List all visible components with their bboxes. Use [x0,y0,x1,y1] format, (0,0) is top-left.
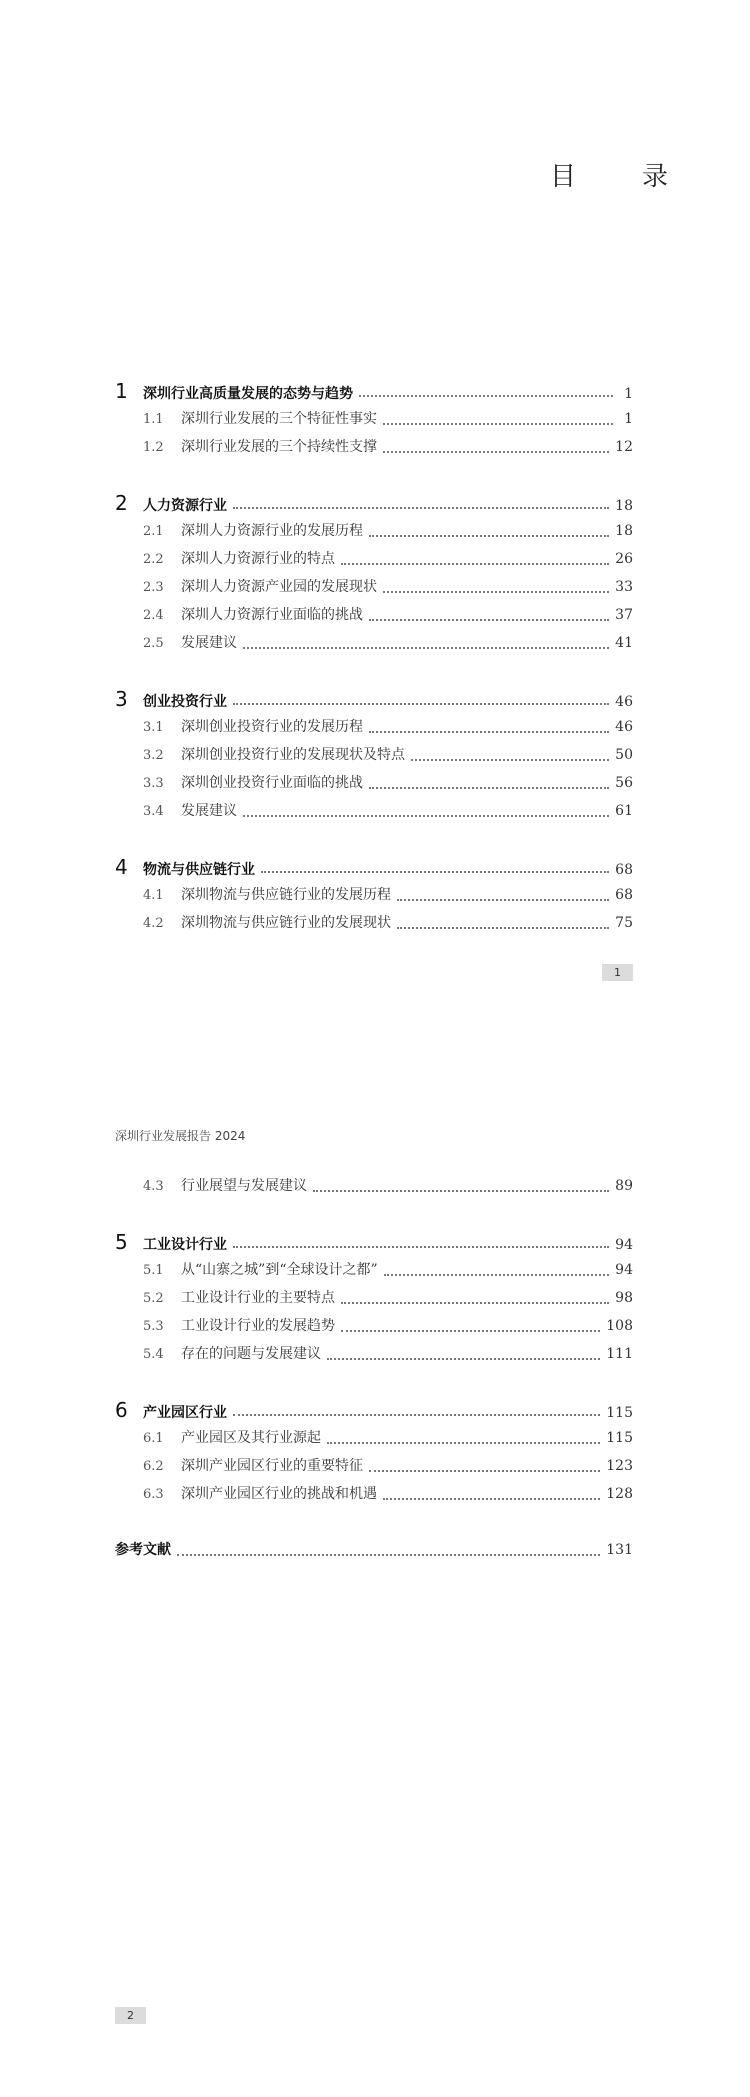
section-number: 2.3 [143,580,164,595]
toc-section-entry[interactable] [115,405,633,433]
page-ref: 46 [615,719,633,735]
section-title: 工业设计行业的主要特点 [181,1290,335,1306]
page-ref: 61 [615,803,633,819]
page-ref: 41 [615,635,633,651]
page-ref: 131 [606,1542,633,1558]
running-header: 深圳行业发展报告 2024 [115,1129,246,1143]
page-number-badge: 1 [602,964,633,981]
page-ref: 115 [606,1405,633,1421]
section-title: 深圳人力资源行业面临的挑战 [181,607,363,623]
chapter-title: 深圳行业高质量发展的态势与趋势 [143,386,353,402]
section-title: 深圳物流与供应链行业的发展现状 [181,915,391,931]
chapter-title: 创业投资行业 [143,694,227,710]
section-title: 深圳创业投资行业面临的挑战 [181,775,363,791]
chapter-title: 物流与供应链行业 [143,862,255,878]
toc-chapter-entry[interactable] [115,1228,633,1256]
page-ref: 26 [615,551,633,567]
spacer [115,1200,633,1228]
toc-section-entry[interactable] [115,1284,633,1312]
table-of-contents [115,377,633,937]
section-title: 深圳人力资源行业的发展历程 [181,523,363,539]
chapter-title: 人力资源行业 [143,498,227,514]
toc-chapter-entry[interactable] [115,489,633,517]
dot-leader [384,1273,610,1276]
section-number: 5.3 [143,1319,164,1334]
spacer [115,657,633,685]
page-ref: 128 [606,1486,633,1502]
section-title: 工业设计行业的发展趋势 [181,1318,335,1334]
page-ref: 50 [615,747,633,763]
section-number: 6.3 [143,1487,164,1502]
dot-leader [369,618,609,621]
section-number: 2.1 [143,524,164,539]
toc-section-entry[interactable] [115,1480,633,1508]
toc-section-entry[interactable] [115,909,633,937]
dot-leader [313,1189,609,1192]
section-number: 4.2 [143,916,164,931]
section-title: 深圳行业发展的三个持续性支撑 [181,439,377,455]
spacer [115,1508,633,1536]
spacer [115,825,633,853]
toc-chapter-entry[interactable] [115,1396,633,1424]
page-ref: 89 [615,1178,633,1194]
section-title: 深圳人力资源行业的特点 [181,551,335,567]
page-ref: 18 [615,498,633,514]
toc-chapter-entry[interactable] [115,853,633,881]
section-title: 深圳产业园区行业的挑战和机遇 [181,1486,377,1502]
toc-section-entry[interactable] [115,1424,633,1452]
toc-section-entry[interactable] [115,433,633,461]
dot-leader [261,870,609,873]
chapter-number: 6 [115,1398,128,1422]
toc-section-entry[interactable] [115,1452,633,1480]
section-number: 6.2 [143,1459,164,1474]
section-number: 3.3 [143,776,164,791]
dot-leader [369,1469,600,1472]
page-ref: 75 [615,915,633,931]
section-title: 深圳产业园区行业的重要特征 [181,1458,363,1474]
chapter-number: 3 [115,687,128,711]
section-number: 1.2 [143,440,164,455]
toc-page-2 [0,1047,750,2097]
dot-leader [327,1357,600,1360]
toc-section-entry[interactable] [115,1256,633,1284]
toc-section-entry[interactable] [115,573,633,601]
chapter-number: 1 [115,379,128,403]
dot-leader [397,926,609,929]
page-ref: 68 [615,887,633,903]
table-of-contents-continued [115,1172,633,1564]
toc-section-entry[interactable] [115,1312,633,1340]
dot-leader [233,702,609,705]
section-title: 深圳物流与供应链行业的发展历程 [181,887,391,903]
section-number: 3.2 [143,748,164,763]
page-ref: 94 [615,1262,633,1278]
chapter-number: 2 [115,491,128,515]
page-ref: 33 [615,579,633,595]
dot-leader [411,758,609,761]
dot-leader [177,1553,600,1556]
page-ref: 37 [615,607,633,623]
dot-leader [243,646,609,649]
page-ref: 94 [615,1237,633,1253]
section-number: 5.2 [143,1291,164,1306]
page-ref: 115 [606,1430,633,1446]
page-ref: 56 [615,775,633,791]
section-title: 发展建议 [181,635,237,651]
dot-leader [383,590,609,593]
chapter-title: 工业设计行业 [143,1237,227,1253]
page-ref: 68 [615,862,633,878]
section-number: 3.4 [143,804,164,819]
page-ref: 18 [615,523,633,539]
section-title: 发展建议 [181,803,237,819]
page-ref: 123 [606,1458,633,1474]
page-ref: 46 [615,694,633,710]
toc-section-entry[interactable] [115,797,633,825]
section-number: 3.1 [143,720,164,735]
page-ref: 12 [615,439,633,455]
chapter-title: 产业园区行业 [143,1405,227,1421]
dot-leader [341,1301,609,1304]
toc-section-entry[interactable] [115,713,633,741]
section-title: 深圳创业投资行业的发展历程 [181,719,363,735]
chapter-number: 5 [115,1230,128,1254]
toc-section-entry[interactable] [115,629,633,657]
section-title: 从“山寨之城”到“全球设计之都” [181,1262,378,1278]
toc-section-entry[interactable] [115,741,633,769]
section-number: 2.4 [143,608,164,623]
chapter-number: 4 [115,855,128,879]
dot-leader [341,1329,600,1332]
section-title: 产业园区及其行业源起 [181,1430,321,1446]
toc-section-entry[interactable] [115,1172,633,1200]
section-number: 5.4 [143,1347,164,1362]
dot-leader [233,1413,600,1416]
dot-leader [327,1441,600,1444]
toc-chapter-entry[interactable] [115,377,633,405]
dot-leader [369,730,609,733]
spacer [115,461,633,489]
page-ref: 108 [606,1318,633,1334]
section-title: 深圳创业投资行业的发展现状及特点 [181,747,405,763]
section-title: 存在的问题与发展建议 [181,1346,321,1362]
toc-section-entry[interactable] [115,545,633,573]
section-title: 深圳行业发展的三个特征性事实 [181,411,377,427]
page-ref: 1 [624,411,633,427]
dot-leader [341,562,609,565]
section-number: 6.1 [143,1431,164,1446]
section-number: 4.3 [143,1179,164,1194]
toc-section-entry[interactable] [115,769,633,797]
page-number-badge: 2 [115,2007,146,2024]
toc-section-entry[interactable] [115,1340,633,1368]
section-number: 2.5 [143,636,164,651]
section-title: 行业展望与发展建议 [181,1178,307,1194]
toc-references-entry[interactable] [115,1536,633,1564]
page-ref: 98 [615,1290,633,1306]
section-title: 深圳人力资源产业园的发展现状 [181,579,377,595]
references-title: 参考文献 [115,1542,171,1558]
spacer [115,1368,633,1396]
section-number: 5.1 [143,1263,164,1278]
dot-leader [243,814,609,817]
toc-section-entry[interactable] [115,601,633,629]
dot-leader [383,450,609,453]
section-number: 1.1 [143,412,164,427]
dot-leader [383,1497,600,1500]
page-ref: 1 [624,386,633,402]
dot-leader [383,422,613,425]
toc-title: 目 录 [550,162,689,192]
dot-leader [397,898,609,901]
section-number: 4.1 [143,888,164,903]
toc-page-1 [0,0,750,1047]
dot-leader [369,786,609,789]
dot-leader [233,506,609,509]
section-number: 2.2 [143,552,164,567]
dot-leader [369,534,609,537]
dot-leader [359,394,613,397]
toc-section-entry[interactable] [115,881,633,909]
page-ref: 111 [606,1346,633,1362]
dot-leader [233,1245,609,1248]
toc-chapter-entry[interactable] [115,685,633,713]
toc-section-entry[interactable] [115,517,633,545]
